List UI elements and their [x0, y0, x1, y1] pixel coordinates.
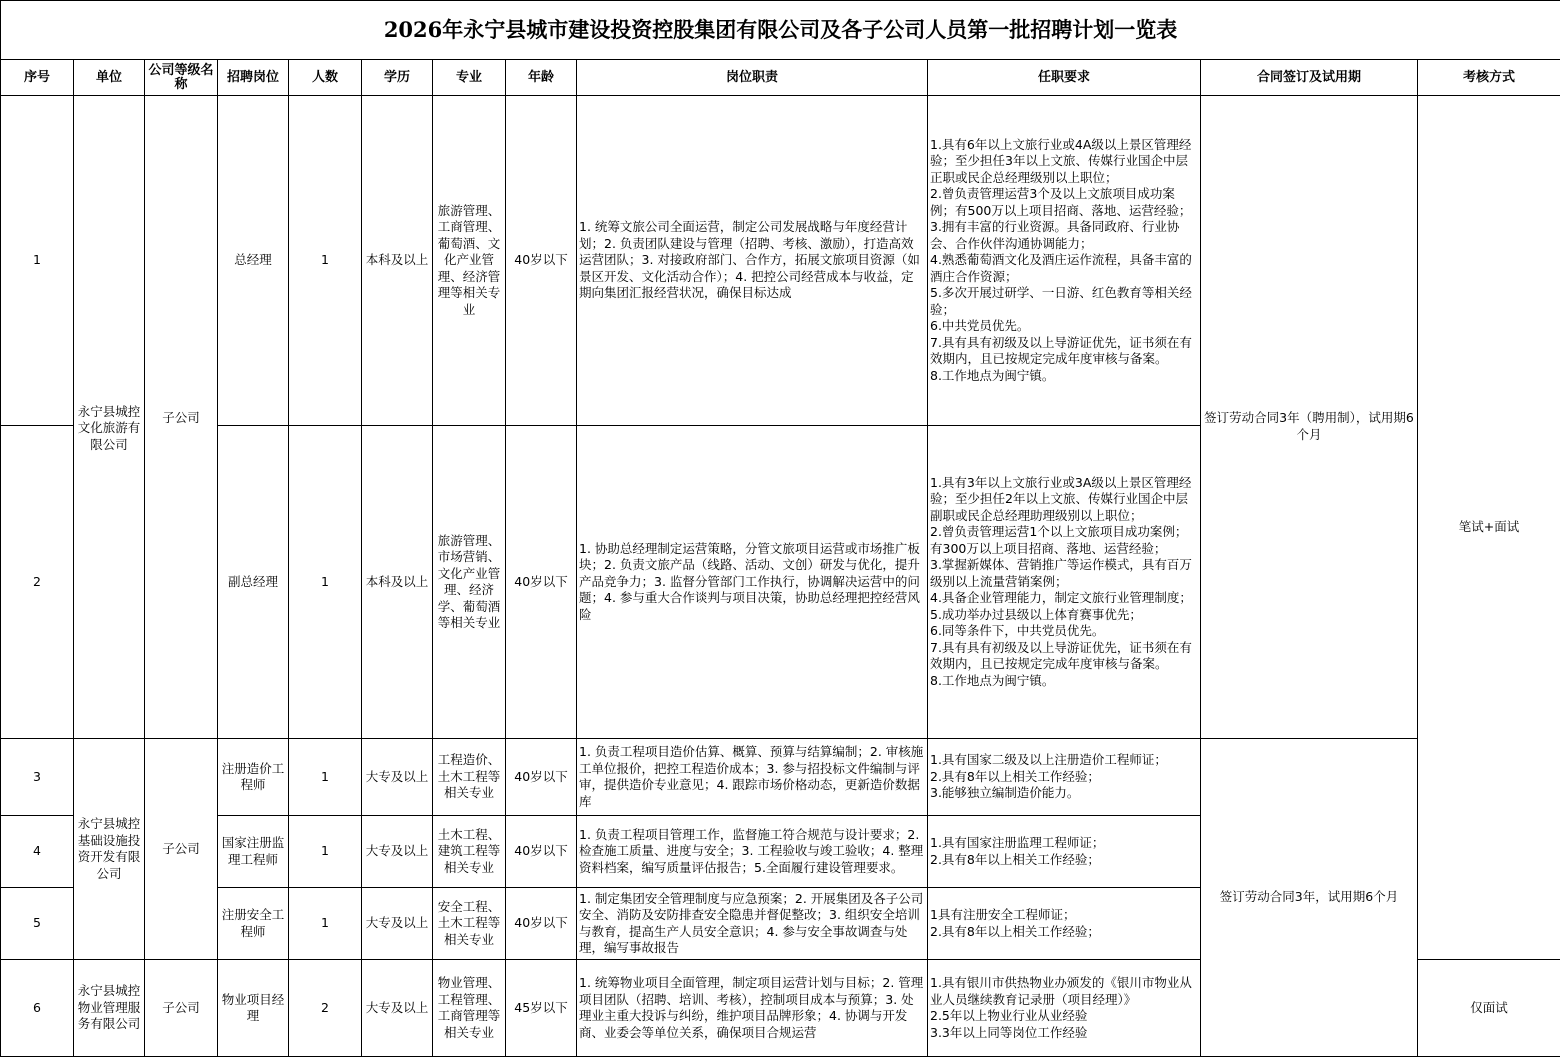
post: 副总经理: [218, 426, 289, 739]
col-header-count: 人数: [289, 60, 362, 96]
page-title: 2026年永宁县城市建设投资控股集团有限公司及各子公司人员第一批招聘计划一览表: [1, 1, 1560, 60]
education: 大专及以上: [362, 816, 433, 888]
major: 旅游管理、工商管理、葡萄酒、文化产业管理、经济管理等相关专业: [433, 96, 506, 426]
post: 注册造价工程师: [218, 739, 289, 816]
col-header-post: 招聘岗位: [218, 60, 289, 96]
table-row: [1, 96, 1560, 426]
duty: 1. 统筹文旅公司全面运营，制定公司发展战略与年度经营计划；2. 负责团队建设与管理（招聘、考核、激励），打造高效运营团队；3. 对接政府部门、合作方，拓展文旅项目资源（如景区开发、文化活动合作）；4. 把控公司经营成本与收益，定期向集团汇报经营状况，确保目标达成: [577, 96, 928, 426]
row-no: 4: [1, 816, 74, 888]
duty: 1. 负责工程项目管理工作，监督施工符合规范与设计要求；2. 检查施工质量、进度与安全；3. 工程验收与竣工验收；4. 整理资料档案，编写质量评估报告；5.全面履行建设管理要求。: [577, 816, 928, 888]
major: 物业管理、工程管理、工商管理等相关专业: [433, 960, 506, 1057]
post: 注册安全工程师: [218, 888, 289, 960]
age-limit: 40岁以下: [506, 888, 577, 960]
unit-name: 永宁县城控基础设施投资开发有限公司: [74, 739, 145, 960]
col-header-req: 任职要求: [928, 60, 1201, 96]
company-level: 子公司: [145, 960, 218, 1057]
col-header-assessment: 考核方式: [1418, 60, 1560, 96]
age-limit: 40岁以下: [506, 426, 577, 739]
post: 国家注册监理工程师: [218, 816, 289, 888]
assessment-method: 笔试+面试: [1418, 96, 1560, 960]
duty: 1. 制定集团安全管理制度与应急预案；2. 开展集团及各子公司安全、消防及安防排查安全隐患并督促整改；3. 组织安全培训与教育，提高生产人员安全意识；4. 参与安全事故调查与处理，编写事故报告: [577, 888, 928, 960]
education: 大专及以上: [362, 888, 433, 960]
requirements: 1.具有3年以上文旅行业或3A级以上景区管理经验；至少担任2年以上文旅、传媒行业国企中层副职或民企总经理助理级别以上职位； 2.曾负责管理运营1个以上文旅项目成功案例；有300万以上项目招商、落地、运营经验； 3.掌握新媒体、营销推广等运作模式，具有百万级别以上流量营销案例； 4.具备企业管理能力，制定文旅行业管理制度； 5.成功举办过县级以上体育赛事优先； 6.同等条件下，中共党员优先。 7.具有具有初级及以上导游证优先，证书须在有效期内，且已按规定完成年度审核与备案。 8.工作地点为闽宁镇。: [928, 426, 1201, 739]
headcount: 1: [289, 96, 362, 426]
requirements: 1.具有国家注册监理工程师证； 2.具有8年以上相关工作经验；: [928, 816, 1201, 888]
headcount: 1: [289, 816, 362, 888]
requirements: 1.具有国家二级及以上注册造价工程师证； 2.具有8年以上相关工作经验； 3.能够独立编制造价能力。: [928, 739, 1201, 816]
major: 工程造价、土木工程等相关专业: [433, 739, 506, 816]
col-header-contract: 合同签订及试用期: [1201, 60, 1418, 96]
duty: 1. 统筹物业项目全面管理，制定项目运营计划与目标；2. 管理项目团队（招聘、培训、考核），控制项目成本与预算；3. 处理业主重大投诉与纠纷，维护项目品牌形象；4. 协调与开发商、业委会等单位关系，确保项目合规运营: [577, 960, 928, 1057]
row-no: 3: [1, 739, 74, 816]
col-header-unit: 单位: [74, 60, 145, 96]
requirements: 1.具有6年以上文旅行业或4A级以上景区管理经验；至少担任3年以上文旅、传媒行业国企中层正职或民企总经理级别以上职位； 2.曾负责管理运营3个及以上文旅项目成功案例；有500万以上项目招商、落地、运营经验； 3.拥有丰富的行业资源。具备同政府、行业协会、合作伙伴沟通协调能力； 4.熟悉葡萄酒文化及酒庄运作流程，具备丰富的酒庄合作资源； 5.多次开展过研学、一日游、红色教育等相关经验； 6.中共党员优先。 7.具有具有初级及以上导游证优先，证书须在有效期内，且已按规定完成年度审核与备案。 8.工作地点为闽宁镇。: [928, 96, 1201, 426]
duty: 1. 协助总经理制定运营策略，分管文旅项目运营或市场推广板块；2. 负责文旅产品（线路、活动、文创）研发与优化，提升产品竞争力；3. 监督分管部门工作执行，协调解决运营中的问题；4. 参与重大合作谈判与项目决策，协助总经理把控经营风险: [577, 426, 928, 739]
unit-name: 永宁县城控物业管理服务有限公司: [74, 960, 145, 1057]
unit-name: 永宁县城控文化旅游有限公司: [74, 96, 145, 739]
post: 物业项目经理: [218, 960, 289, 1057]
major: 安全工程、土木工程等相关专业: [433, 888, 506, 960]
company-level: 子公司: [145, 739, 218, 960]
company-level: 子公司: [145, 96, 218, 739]
col-header-duty: 岗位职责: [577, 60, 928, 96]
age-limit: 40岁以下: [506, 96, 577, 426]
education: 本科及以上: [362, 96, 433, 426]
row-no: 6: [1, 960, 74, 1057]
requirements: 1具有注册安全工程师证； 2.具有8年以上相关工作经验；: [928, 888, 1201, 960]
col-header-no: 序号: [1, 60, 74, 96]
col-header-edu: 学历: [362, 60, 433, 96]
major: 土木工程、建筑工程等相关专业: [433, 816, 506, 888]
education: 大专及以上: [362, 960, 433, 1057]
table-row: [1, 739, 1560, 816]
assessment-method: 仅面试: [1418, 960, 1560, 1057]
row-no: 2: [1, 426, 74, 739]
headcount: 1: [289, 426, 362, 739]
col-header-level: 公司等级名称: [145, 60, 218, 96]
header-row: [1, 60, 1560, 96]
row-no: 1: [1, 96, 74, 426]
post: 总经理: [218, 96, 289, 426]
row-no: 5: [1, 888, 74, 960]
education: 本科及以上: [362, 426, 433, 739]
age-limit: 40岁以下: [506, 739, 577, 816]
age-limit: 45岁以下: [506, 960, 577, 1057]
requirements: 1.具有银川市供热物业办颁发的《银川市物业从业人员继续教育记录册（项目经理）》 2.5年以上物业行业从业经验 3.3年以上同等岗位工作经验: [928, 960, 1201, 1057]
headcount: 1: [289, 739, 362, 816]
headcount: 2: [289, 960, 362, 1057]
age-limit: 40岁以下: [506, 816, 577, 888]
education: 大专及以上: [362, 739, 433, 816]
col-header-age: 年龄: [506, 60, 577, 96]
contract-terms: 签订劳动合同3年（聘用制），试用期6个月: [1201, 96, 1418, 739]
headcount: 1: [289, 888, 362, 960]
duty: 1. 负责工程项目造价估算、概算、预算与结算编制；2. 审核施工单位报价，把控工程造价成本；3. 参与招投标文件编制与评审，提供造价专业意见；4. 跟踪市场价格动态，更新造价数据库: [577, 739, 928, 816]
major: 旅游管理、市场营销、文化产业管理、经济学、葡萄酒等相关专业: [433, 426, 506, 739]
contract-terms: 签订劳动合同3年，试用期6个月: [1201, 739, 1418, 1057]
col-header-major: 专业: [433, 60, 506, 96]
